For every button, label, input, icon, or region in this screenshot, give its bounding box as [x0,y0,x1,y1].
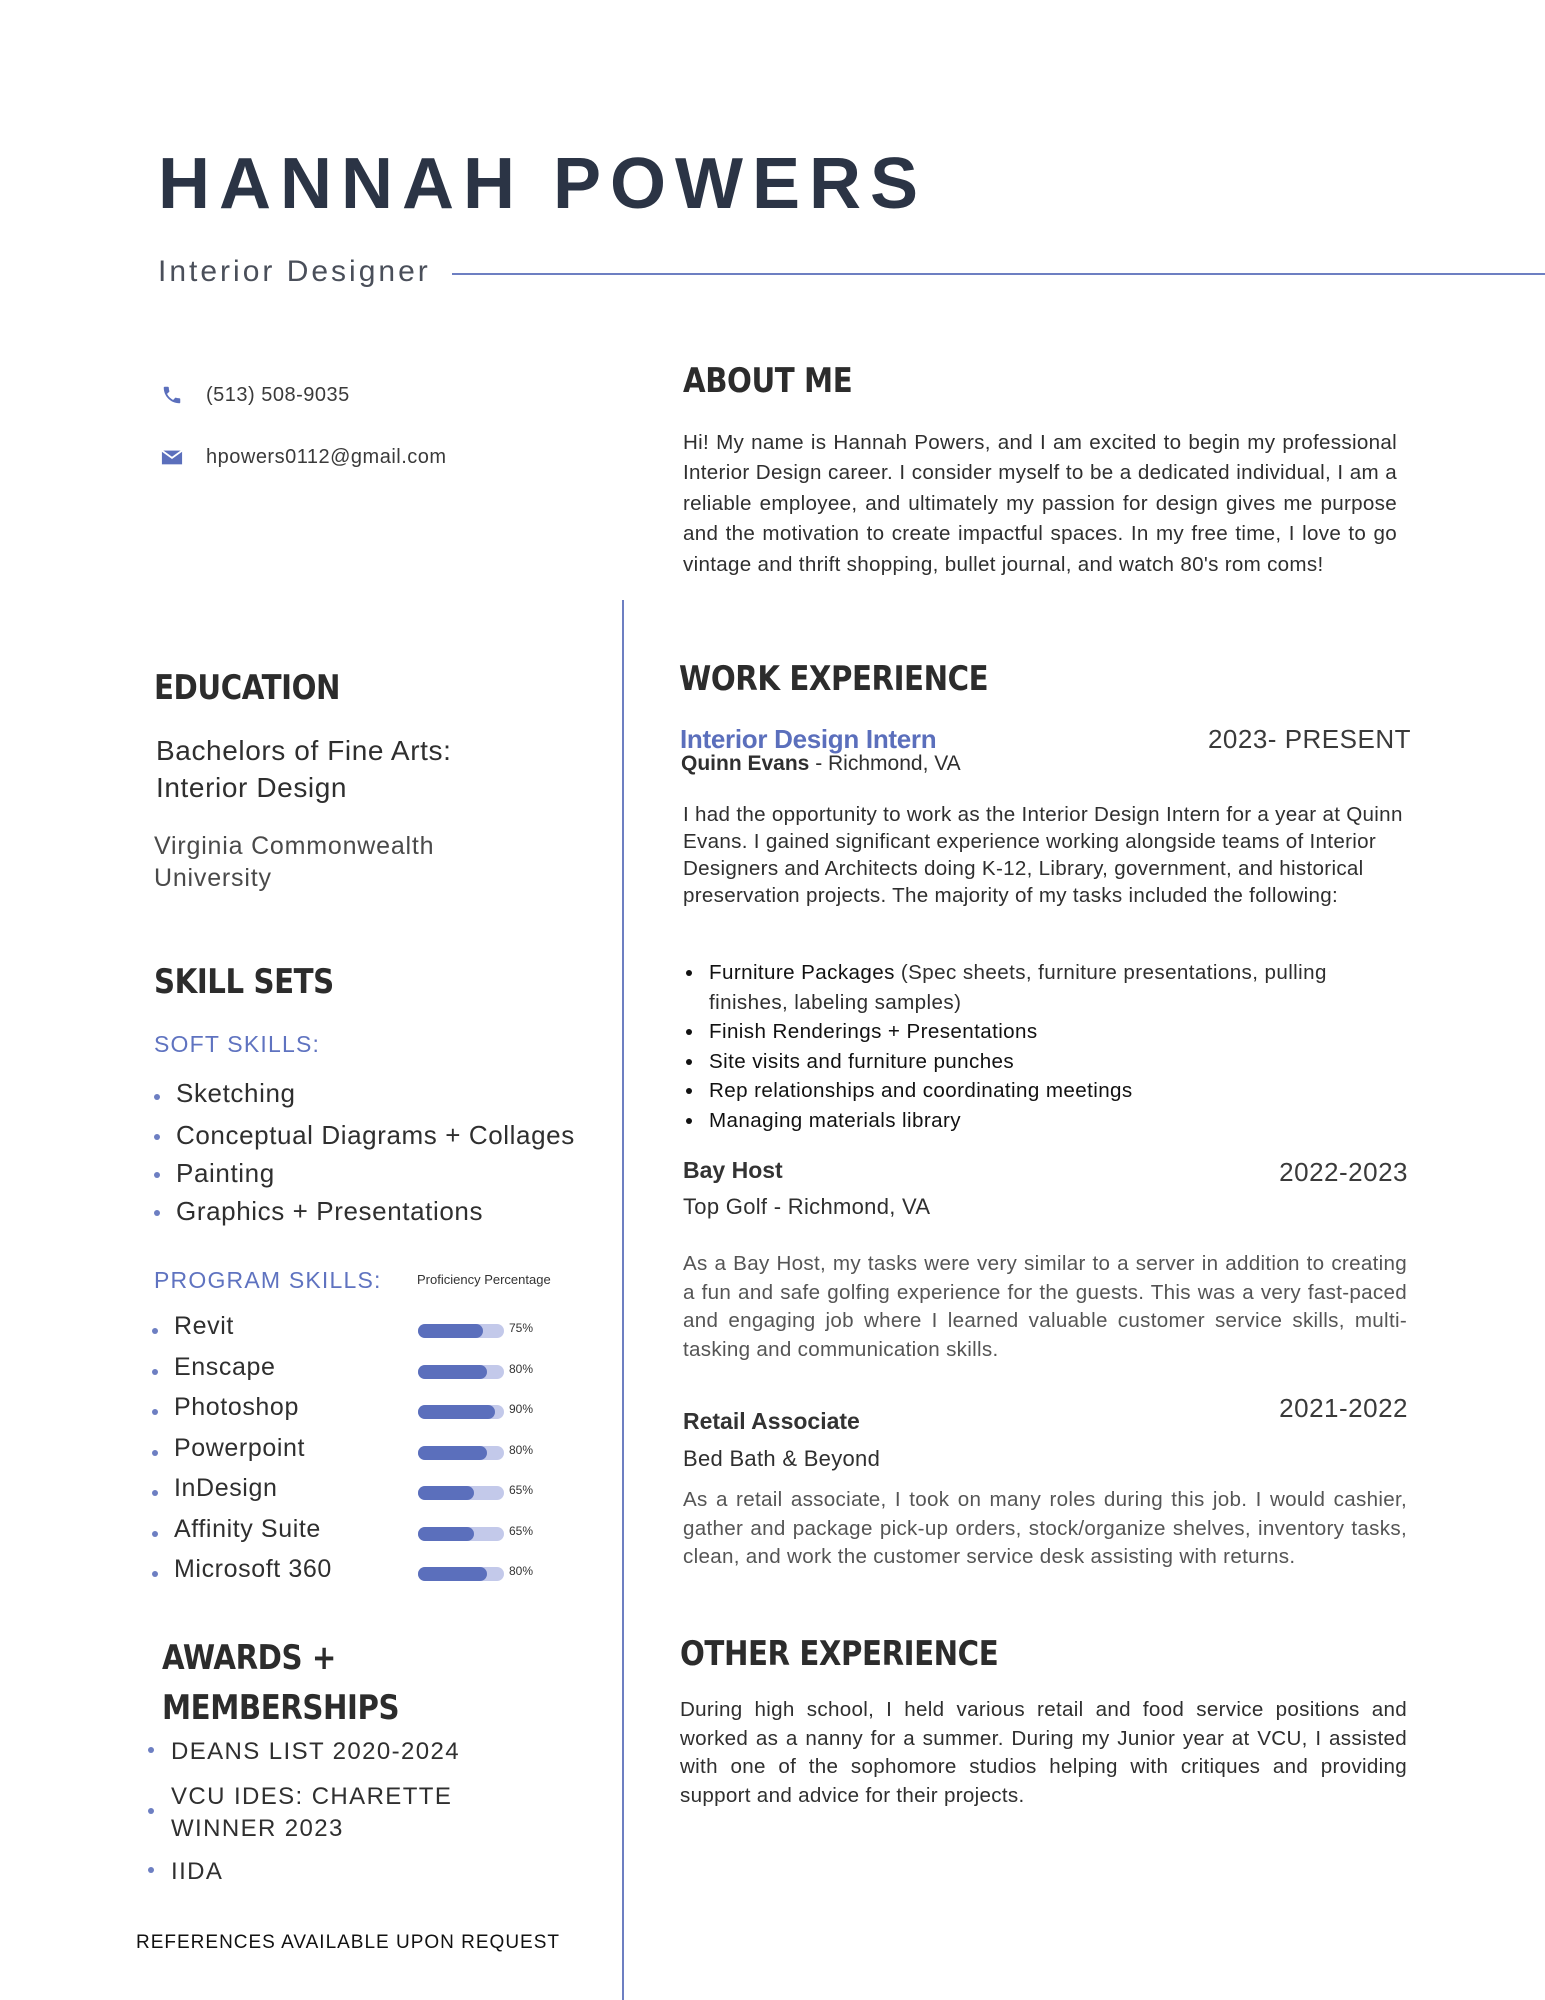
work-heading: WORK EXPERIENCE [679,659,989,699]
bullet-icon [686,1088,692,1094]
job1-company: Quinn Evans - Richmond, VA [681,752,961,775]
proficiency-percent: 80% [509,1564,534,1578]
contact-email [158,440,578,474]
bullet-icon [154,1134,160,1140]
bullet-icon [152,1531,158,1537]
bullet-icon [154,1094,160,1100]
job1-title: Interior Design Intern [680,724,937,754]
bullet-icon [152,1369,158,1375]
column-divider [622,600,624,2000]
proficiency-bar [418,1446,504,1460]
education-heading: EDUCATION [154,668,341,708]
bullet-icon [152,1450,158,1456]
soft-skills-heading: SOFT SKILLS: [154,1031,321,1057]
proficiency-bar [418,1365,504,1379]
program-skill-name: InDesign [174,1474,278,1502]
program-skill-name: Photoshop [174,1393,299,1421]
bullet-icon [154,1210,160,1216]
award-item: VCU IDES: CHARETTE WINNER 2023 [148,1781,452,1845]
soft-skill-item: Sketching [154,1078,575,1120]
program-skill-row [152,1353,572,1394]
other-heading: OTHER EXPERIENCE [680,1634,999,1674]
proficiency-percent: 90% [509,1402,534,1416]
proficiency-bar-fill [418,1486,474,1500]
proficiency-bar-fill [418,1324,483,1338]
program-skill-row [152,1312,572,1353]
other-text: During high school, I held various retail and food service positions and worked as a nanny for a summer. During my Junior year at VCU, I assisted with one of the sophomore studios helping with critiques and providing support and advice for their projects. [680,1698,1407,1807]
program-skill-name: Revit [174,1312,234,1340]
soft-skill-item: Graphics + Presentations [154,1196,575,1234]
about-text: Hi! My name is Hannah Powers, and I am excited to begin my professional Interior Design career. I consider myself to be a dedicated individual, I am a reliable employee, and ultimately my passion for design gives me purpose and the motivation to create impactful spaces. In my free time, I love to go vintage and thrift shopping, bullet journal, and watch 80's rom coms! [683,431,1397,576]
proficiency-bar-fill [418,1365,487,1379]
job2-place: Top Golf - Richmond, VA [683,1194,931,1219]
proficiency-percent: 65% [509,1523,534,1538]
program-skill-row [152,1515,572,1556]
job-title-subtitle: Interior Designer [158,255,431,288]
skills-heading: SKILL SETS [154,962,334,1002]
proficiency-percent: 80% [509,1361,534,1376]
awards-heading-line-2: MEMBERSHIPS [162,1688,400,1728]
proficiency-caption: Proficiency Percentage [417,1272,551,1287]
soft-skill-item: Painting [154,1158,575,1196]
proficiency-bar [418,1405,504,1419]
bullet-icon [148,1808,154,1814]
program-skill-name: Enscape [174,1352,276,1381]
phone-number: (513) 508-9035 [206,383,350,406]
about-heading: ABOUT ME [683,361,853,401]
awards-heading [162,1633,438,1733]
bullet-icon [686,1029,692,1035]
proficiency-bar [418,1324,504,1338]
references-note: REFERENCES AVAILABLE UPON REQUEST [136,1932,561,1953]
email-address: hpowers0112@gmail.com [206,445,447,468]
contact-phone [158,378,578,412]
program-skill-name: Powerpoint [174,1433,306,1462]
proficiency-bar [418,1567,504,1581]
program-skill-row [152,1555,572,1596]
award-item: IIDA [148,1856,223,1888]
bullet-icon [152,1328,158,1334]
proficiency-bar-fill [418,1446,487,1460]
phone-icon [158,381,186,409]
school-line-1: Virginia Commonwealth [154,832,435,860]
task-item: Rep relationships and coordinating meetings [683,1076,1407,1106]
bullet-icon [154,1172,160,1178]
bullet-icon [148,1747,154,1753]
program-skill-name: Affinity Suite [174,1514,321,1543]
job3-place: Bed Bath & Beyond [683,1446,881,1471]
bullet-icon [686,1059,692,1065]
job3-title: Retail Associate [683,1408,860,1434]
program-skill-row [152,1434,572,1475]
resume-name: HANNAH POWERS [158,144,928,224]
degree [156,732,451,806]
job3-date: 2021-2022 [1279,1393,1408,1423]
program-skill-name: Microsoft 360 [174,1555,332,1583]
proficiency-bar [418,1527,504,1541]
bullet-icon [686,970,692,976]
soft-skills-list [154,1078,575,1234]
job1-description: I had the opportunity to work as the Interior Design Intern for a year at Quinn Evans. I gained significant experience working alongside teams of Interior Designers and Architects doing K-12, Library, government, and historical preservation projects. The majority of my tasks included the following: [683,803,1403,907]
proficiency-bar-fill [418,1405,495,1419]
task-item: Finish Renderings + Presentations [683,1017,1407,1047]
job1-task-list [683,958,1407,1135]
bullet-icon [686,1118,692,1124]
program-skill-row [152,1393,572,1434]
degree-line-2: Interior Design [156,772,348,803]
proficiency-bar [418,1486,504,1500]
title-divider [452,273,1545,275]
job3-description: As a retail associate, I took on many roles during this job. I would cashier, gather and package pick-up orders, stock/organize shelves, inventory tasks, clean, and work the customer service desk assisting with returns. [683,1488,1407,1569]
program-skills-list [152,1312,572,1596]
job2-description: As a Bay Host, my tasks were very similar to a server in addition to creating a fun and safe golfing experience for the guests. This was a very fast-paced and engaging job where I learned valuable customer service skills, multi-tasking and communication skills. [683,1252,1407,1361]
proficiency-bar-fill [418,1567,487,1581]
task-item: Site visits and furniture punches [683,1047,1407,1077]
task-item: Managing materials library [683,1106,1407,1136]
task-item: Furniture Packages (Spec sheets, furniture presentations, pulling finishes, labeling samples) [683,958,1407,1017]
proficiency-percent: 80% [509,1442,534,1457]
bullet-icon [152,1409,158,1415]
bullet-icon [148,1867,154,1873]
proficiency-bar-fill [418,1527,474,1541]
awards-heading-line-1: AWARDS + [162,1638,336,1678]
school-line-2: University [154,864,272,892]
job2-title: Bay Host [683,1157,783,1183]
award-item: DEANS LIST 2020-2024 [148,1736,460,1768]
proficiency-percent: 75% [509,1321,534,1335]
job1-date: 2023- PRESENT [1207,724,1411,754]
bullet-icon [152,1490,158,1496]
program-skill-row [152,1474,572,1515]
job2-date: 2022-2023 [1279,1157,1408,1187]
school [154,830,434,894]
program-skills-heading: PROGRAM SKILLS: [154,1267,382,1293]
proficiency-percent: 65% [509,1483,534,1497]
bullet-icon [152,1571,158,1577]
envelope-icon [158,443,186,471]
soft-skill-item: Conceptual Diagrams + Collages [154,1120,575,1158]
degree-line-1: Bachelors of Fine Arts: [156,735,452,766]
